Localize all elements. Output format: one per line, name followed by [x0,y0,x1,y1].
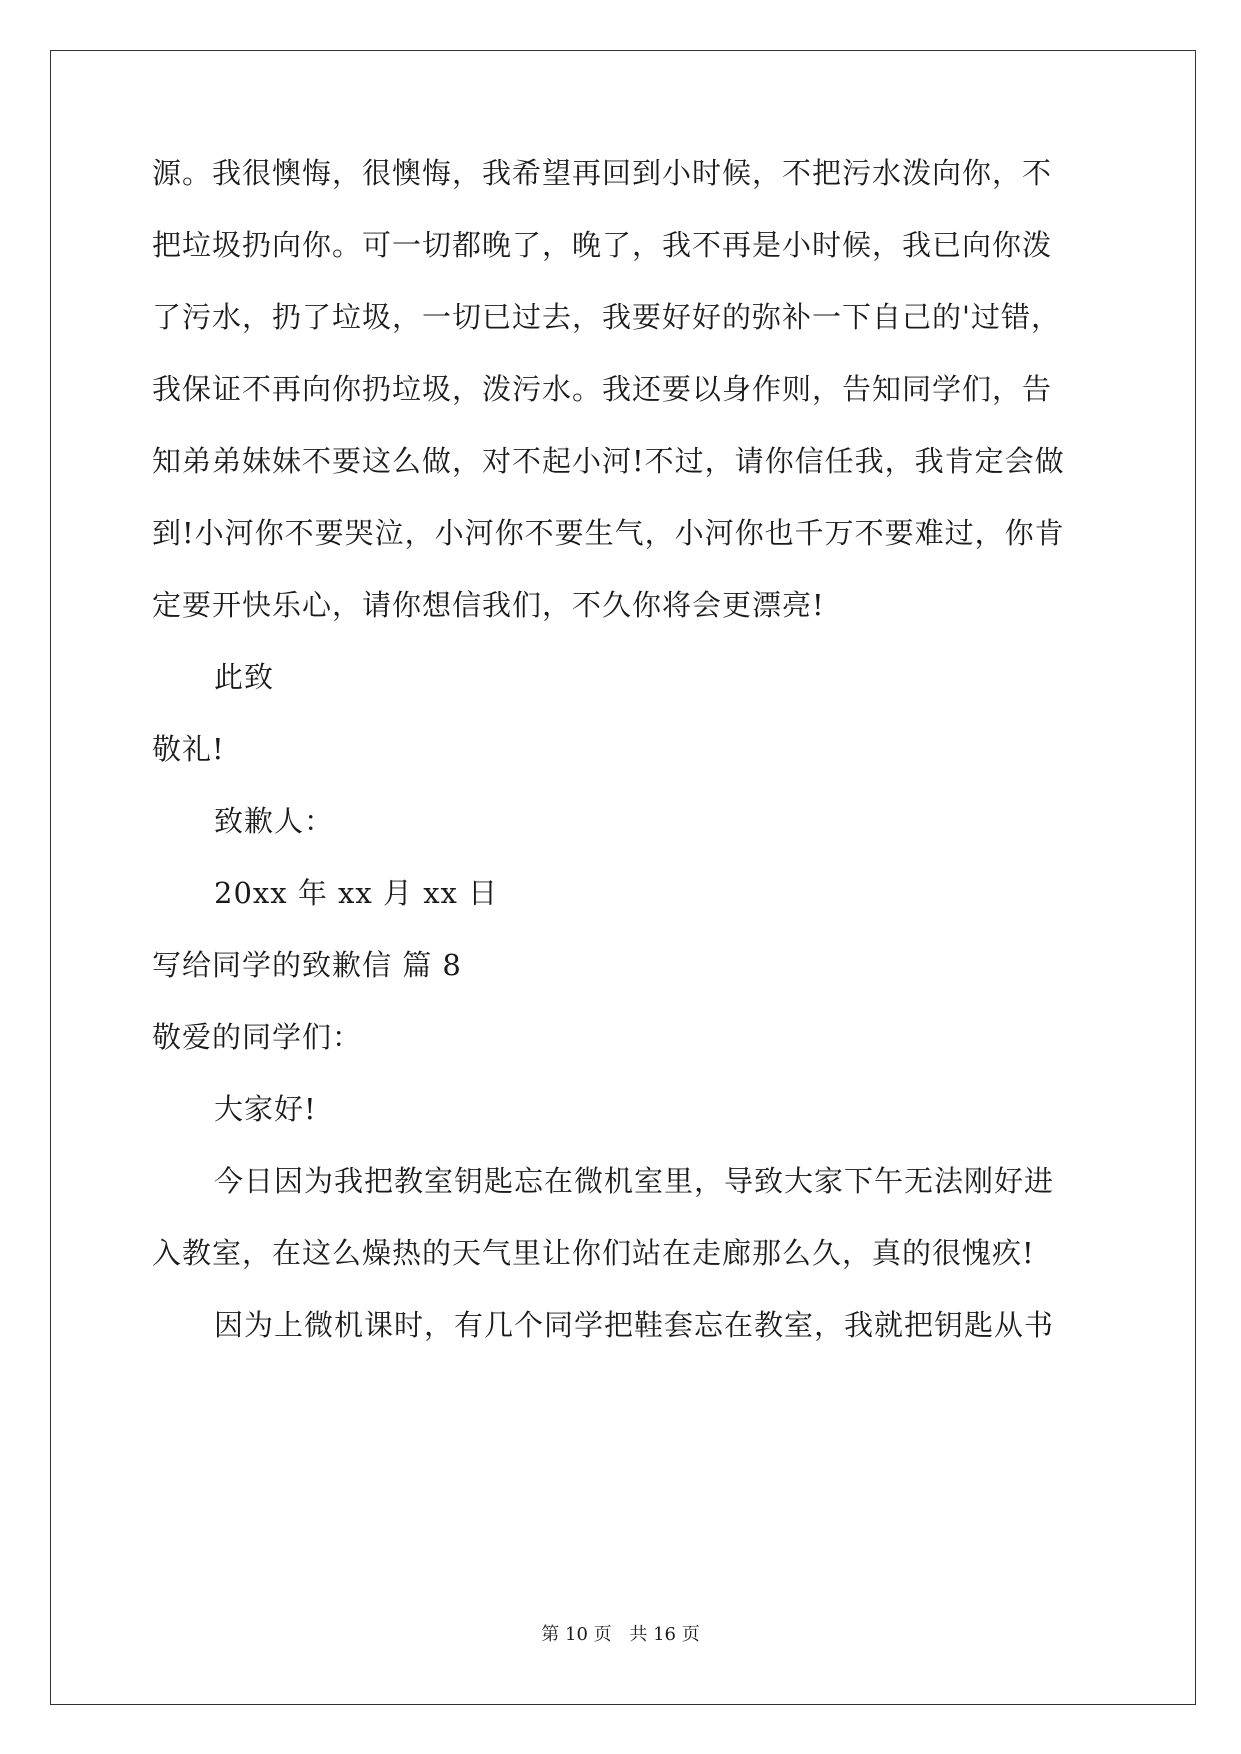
body-line-5: 知弟弟妹妹不要这么做，对不起小河!不过，请你信任我，我肯定会做 [152,444,1065,478]
body-line-8: 今日因为我把教室钥匙忘在微机室里，导致大家下午无法刚好进 [214,1164,1055,1198]
body-line-3: 了污水，扔了垃圾，一切已过去，我要好好的弥补一下自己的'过错， [152,300,1061,334]
signature-label: 致歉人： [214,804,335,838]
body-line-1: 源。我很懊悔，很懊悔，我希望再回到小时候，不把污水泼向你，不 [152,156,1053,190]
body-line-7: 定要开快乐心，请你想信我们，不久你将会更漂亮! [152,588,825,622]
page-total: 共 16 页 [629,1624,700,1645]
page-number: 第 10 页 [541,1624,612,1645]
body-line-6: 到!小河你不要哭泣，小河你不要生气，小河你也千万不要难过，你肯 [152,516,1065,550]
section-heading: 写给同学的致歉信 篇 8 [152,948,462,982]
closing-regards: 敬礼! [152,732,225,766]
page-footer [0,1620,1241,1646]
body-line-2: 把垃圾扔向你。可一切都晚了，晚了，我不再是小时候，我已向你泼 [152,228,1053,262]
signature-date: 20xx 年 xx 月 xx 日 [214,876,499,910]
body-line-9: 入教室，在这么燥热的天气里让你们站在走廊那么久，真的很愧疚! [152,1236,1035,1270]
closing-salutation: 此致 [214,660,275,694]
body-line-4: 我保证不再向你扔垃圾，泼污水。我还要以身作则，告知同学们，告 [152,372,1053,406]
letter-greeting: 敬爱的同学们： [152,1020,363,1054]
body-line-10: 因为上微机课时，有几个同学把鞋套忘在教室，我就把钥匙从书 [214,1308,1055,1342]
letter-hello: 大家好! [214,1092,317,1126]
